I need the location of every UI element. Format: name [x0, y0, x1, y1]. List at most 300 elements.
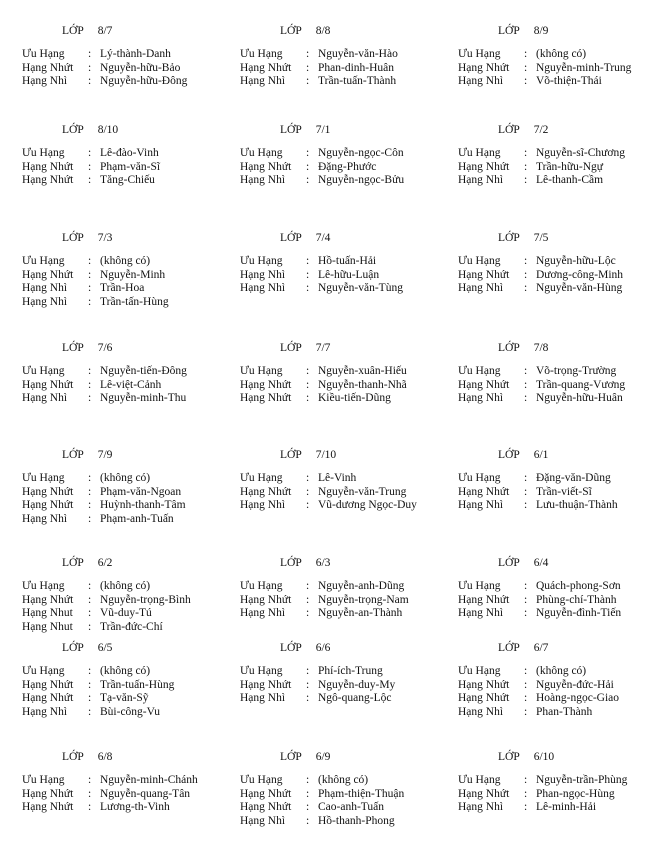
- separator-colon: :: [524, 607, 528, 620]
- award-row: [22, 392, 187, 406]
- class-number: 6/5: [97, 642, 113, 654]
- award-list: [458, 472, 618, 513]
- award-row: [240, 379, 407, 393]
- separator-colon: :: [306, 160, 310, 173]
- class-number: 7/1: [315, 124, 331, 136]
- award-row: [240, 594, 409, 608]
- award-row: [22, 365, 187, 379]
- student-name: Hồ-thanh-Phong: [318, 814, 395, 827]
- award-row: [458, 48, 631, 62]
- separator-colon: :: [88, 392, 92, 405]
- award-row: [458, 607, 621, 621]
- rank-label: Hạng Nhứt: [22, 378, 74, 391]
- award-list: [240, 48, 398, 89]
- separator-colon: :: [88, 787, 92, 800]
- student-name: Lương-th-Vinh: [100, 801, 170, 814]
- class-number: 6/1: [533, 449, 549, 461]
- rank-label: Hạng Nhì: [22, 512, 68, 525]
- student-name: Phí-ích-Trung: [318, 665, 383, 677]
- award-list: [458, 147, 625, 188]
- award-row: [240, 801, 404, 815]
- rank-label: Hạng Nhut: [22, 620, 73, 633]
- separator-colon: :: [306, 665, 310, 677]
- student-name: Nguyễn-hữu-Huân: [536, 392, 623, 405]
- class-title: [62, 232, 112, 244]
- class-number: 7/2: [533, 124, 549, 136]
- separator-colon: :: [524, 774, 528, 786]
- award-row: [22, 774, 198, 788]
- award-row: [22, 801, 198, 815]
- separator-colon: :: [306, 48, 310, 60]
- student-name: Nguyễn-minh-Chánh: [100, 774, 198, 786]
- class-title: [62, 25, 112, 37]
- rank-label: Hạng Nhứt: [458, 160, 510, 173]
- student-name: Nguyễn-minh-Thu: [100, 392, 187, 405]
- award-row: [458, 282, 623, 296]
- rank-label: Hạng Nhứt: [22, 678, 74, 691]
- rank-label: Ưu Hạng: [240, 774, 283, 786]
- rank-label: Ưu Hạng: [240, 255, 283, 267]
- class-title: [280, 449, 336, 461]
- class-title: [280, 751, 330, 763]
- student-name: Nguyễn-văn-Tùng: [318, 282, 403, 295]
- class-title-word: LỚP: [498, 449, 520, 461]
- student-name: (không có): [100, 472, 151, 484]
- separator-colon: :: [524, 255, 528, 267]
- separator-colon: :: [306, 692, 310, 705]
- award-list: [458, 365, 625, 406]
- class-title-word: LỚP: [62, 25, 84, 37]
- rank-label: Ưu Hạng: [458, 472, 501, 484]
- class-title-word: LỚP: [62, 751, 84, 763]
- student-name: Nguyễn-ngọc-Côn: [318, 147, 404, 159]
- separator-colon: :: [306, 61, 310, 74]
- class-number: 7/5: [533, 232, 549, 244]
- student-name: Lê-Vinh: [318, 472, 357, 484]
- award-row: [22, 580, 191, 594]
- rank-label: Hạng Nhì: [240, 282, 286, 295]
- separator-colon: :: [524, 705, 528, 718]
- student-name: Phạm-anh-Tuấn: [100, 512, 174, 525]
- award-row: [458, 580, 621, 594]
- separator-colon: :: [88, 378, 92, 391]
- class-title-word: LỚP: [498, 25, 520, 37]
- rank-label: Hạng Nhứt: [240, 160, 292, 173]
- rank-label: Hạng Nhì: [458, 607, 504, 620]
- award-list: [22, 580, 191, 634]
- class-title-word: LỚP: [498, 642, 520, 654]
- class-title-word: LỚP: [498, 124, 520, 136]
- class-title: [62, 557, 112, 569]
- separator-colon: :: [524, 678, 528, 691]
- award-row: [458, 365, 625, 379]
- rank-label: Ưu Hạng: [22, 255, 65, 267]
- student-name: Kiều-tiến-Dũng: [318, 392, 391, 405]
- separator-colon: :: [524, 268, 528, 281]
- award-list: [240, 774, 404, 828]
- award-row: [240, 665, 395, 679]
- award-row: [458, 472, 618, 486]
- award-row: [22, 269, 169, 283]
- separator-colon: :: [524, 160, 528, 173]
- student-name: Hoàng-ngọc-Giao: [536, 692, 620, 705]
- separator-colon: :: [524, 801, 528, 814]
- student-name: Nguyễn-đình-Tiến: [536, 607, 622, 620]
- award-row: [458, 161, 625, 175]
- award-row: [240, 788, 404, 802]
- student-name: (không có): [536, 665, 587, 677]
- award-row: [458, 774, 627, 788]
- rank-label: Ưu Hạng: [22, 147, 65, 159]
- award-row: [22, 296, 169, 310]
- separator-colon: :: [88, 255, 92, 267]
- rank-label: Ưu Hạng: [240, 665, 283, 677]
- separator-colon: :: [306, 365, 310, 377]
- rank-label: Hạng Nhứt: [458, 61, 510, 74]
- separator-colon: :: [88, 692, 92, 705]
- award-row: [22, 621, 191, 635]
- class-title-word: LỚP: [62, 449, 84, 461]
- award-row: [22, 679, 174, 693]
- award-row: [240, 48, 398, 62]
- class-title-word: LỚP: [62, 642, 84, 654]
- separator-colon: :: [306, 499, 310, 512]
- separator-colon: :: [306, 814, 310, 827]
- rank-label: Hạng Nhứt: [22, 801, 74, 814]
- separator-colon: :: [88, 61, 92, 74]
- class-title-word: LỚP: [280, 557, 302, 569]
- rank-label: Ưu Hạng: [22, 365, 65, 377]
- class-title-word: LỚP: [498, 751, 520, 763]
- award-row: [240, 161, 404, 175]
- separator-colon: :: [88, 48, 92, 60]
- separator-colon: :: [524, 61, 528, 74]
- award-list: [240, 255, 403, 296]
- class-number: 6/7: [533, 642, 549, 654]
- award-row: [22, 75, 187, 89]
- rank-label: Ưu Hạng: [240, 365, 283, 377]
- student-name: Phan-ngọc-Hùng: [536, 787, 615, 800]
- award-row: [22, 706, 174, 720]
- class-number: 6/8: [97, 751, 113, 763]
- award-list: [22, 255, 169, 309]
- separator-colon: :: [88, 485, 92, 498]
- award-row: [240, 486, 417, 500]
- separator-colon: :: [524, 593, 528, 606]
- rank-label: Hạng Nhì: [458, 801, 504, 814]
- student-name: Dương-công-Minh: [536, 268, 624, 281]
- separator-colon: :: [88, 620, 92, 633]
- rank-label: Hạng Nhứt: [22, 160, 74, 173]
- student-name: Võ-thiện-Thái: [536, 75, 602, 88]
- rank-label: Hạng Nhì: [240, 75, 286, 88]
- rank-label: Hạng Nhứt: [240, 392, 292, 405]
- class-title-word: LỚP: [498, 342, 520, 354]
- separator-colon: :: [306, 787, 310, 800]
- student-name: Hồ-tuấn-Hải: [318, 255, 377, 267]
- class-number: 7/8: [533, 342, 549, 354]
- award-row: [240, 282, 403, 296]
- student-name: Trần-Hoa: [100, 282, 145, 295]
- class-title-word: LỚP: [62, 232, 84, 244]
- student-name: Nguyễn-thanh-Nhã: [318, 378, 407, 391]
- class-title-word: LỚP: [62, 342, 84, 354]
- separator-colon: :: [88, 75, 92, 88]
- award-row: [22, 379, 187, 393]
- class-title: [280, 342, 330, 354]
- separator-colon: :: [306, 580, 310, 592]
- student-name: Tăng-Chiếu: [100, 174, 155, 187]
- class-title: [498, 751, 554, 763]
- award-row: [240, 815, 404, 829]
- student-name: Võ-trọng-Trường: [536, 365, 617, 377]
- class-title: [498, 557, 548, 569]
- student-name: Trần-tuấn-Hùng: [100, 678, 175, 691]
- student-name: Lê-hữu-Luận: [318, 268, 380, 281]
- student-name: Nguyễn-duy-My: [318, 678, 396, 691]
- class-title-word: LỚP: [280, 124, 302, 136]
- award-row: [22, 594, 191, 608]
- separator-colon: :: [306, 147, 310, 159]
- rank-label: Hạng Nhì: [22, 705, 68, 718]
- student-name: (không có): [536, 48, 587, 60]
- award-row: [458, 174, 625, 188]
- rank-label: Ưu Hạng: [240, 472, 283, 484]
- award-row: [458, 379, 625, 393]
- separator-colon: :: [88, 365, 92, 377]
- rank-label: Hạng Nhứt: [458, 378, 510, 391]
- student-name: Trần-tuấn-Thành: [318, 75, 397, 88]
- rank-label: Hạng Nhứt: [22, 61, 74, 74]
- rank-label: Ưu Hạng: [22, 48, 65, 60]
- award-row: [240, 255, 403, 269]
- student-name: Nguyễn-đức-Hải: [536, 678, 614, 691]
- class-title: [62, 124, 118, 136]
- separator-colon: :: [306, 607, 310, 620]
- class-title-word: LỚP: [498, 232, 520, 244]
- award-list: [22, 774, 198, 815]
- class-title-word: LỚP: [498, 557, 520, 569]
- class-number: 6/4: [533, 557, 549, 569]
- rank-label: Hạng Nhứt: [240, 593, 292, 606]
- student-name: Phan-Thành: [536, 705, 593, 718]
- separator-colon: :: [524, 174, 528, 187]
- rank-label: Hạng Nhứt: [240, 378, 292, 391]
- separator-colon: :: [306, 378, 310, 391]
- class-number: 8/10: [97, 124, 119, 136]
- class-title-word: LỚP: [280, 232, 302, 244]
- rank-label: Ưu Hạng: [458, 255, 501, 267]
- rank-label: Hạng Nhứt: [240, 485, 292, 498]
- class-number: 8/9: [533, 25, 549, 37]
- rank-label: Hạng Nhứt: [22, 174, 74, 187]
- award-list: [458, 580, 621, 621]
- award-row: [240, 580, 409, 594]
- class-number: 7/4: [315, 232, 331, 244]
- separator-colon: :: [524, 392, 528, 405]
- award-list: [240, 147, 404, 188]
- rank-label: Hạng Nhứt: [22, 499, 74, 512]
- class-number: 7/9: [97, 449, 113, 461]
- rank-label: Hạng Nhì: [22, 75, 68, 88]
- class-title: [280, 557, 330, 569]
- student-name: Trần-tấn-Hùng: [100, 295, 169, 308]
- student-name: Nguyễn-quang-Tân: [100, 787, 191, 800]
- rank-label: Hạng Nhì: [240, 174, 286, 187]
- rank-label: Hạng Nhì: [240, 692, 286, 705]
- award-row: [240, 499, 417, 513]
- separator-colon: :: [88, 801, 92, 814]
- student-name: Phan-dinh-Huân: [318, 61, 395, 74]
- award-row: [22, 255, 169, 269]
- award-list: [22, 665, 174, 719]
- award-list: [240, 665, 395, 706]
- student-name: Nguyễn-Minh: [100, 268, 166, 281]
- rank-label: Ưu Hạng: [240, 147, 283, 159]
- separator-colon: :: [524, 472, 528, 484]
- student-name: Vũ-dương Ngọc-Duy: [318, 499, 417, 512]
- separator-colon: :: [88, 580, 92, 592]
- rank-label: Hạng Nhì: [22, 392, 68, 405]
- rank-label: Ưu Hạng: [458, 774, 501, 786]
- student-name: Quách-phong-Sơn: [536, 580, 621, 592]
- award-list: [22, 147, 160, 188]
- student-name: Nguyễn-văn-Hùng: [536, 282, 623, 295]
- award-row: [22, 282, 169, 296]
- student-name: Nguyễn-an-Thành: [318, 607, 403, 620]
- award-row: [458, 706, 619, 720]
- award-list: [458, 665, 619, 719]
- award-row: [458, 486, 618, 500]
- award-row: [22, 161, 160, 175]
- student-name: Phạm-thiện-Thuận: [318, 787, 405, 800]
- class-title: [498, 232, 548, 244]
- student-name: (không có): [100, 255, 151, 267]
- student-name: Nguyễn-hữu-Lộc: [536, 255, 616, 267]
- student-name: Nguyễn-trần-Phùng: [536, 774, 628, 786]
- rank-label: Ưu Hạng: [240, 580, 283, 592]
- separator-colon: :: [306, 75, 310, 88]
- rank-label: Hạng Nhứt: [458, 678, 510, 691]
- student-name: Ngô-quang-Lộc: [318, 692, 392, 705]
- student-name: Bùi-công-Vu: [100, 705, 160, 718]
- student-name: (không có): [100, 580, 151, 592]
- award-row: [240, 75, 398, 89]
- student-name: Trần-quang-Vương: [536, 378, 626, 391]
- separator-colon: :: [524, 580, 528, 592]
- separator-colon: :: [88, 295, 92, 308]
- class-title: [280, 25, 330, 37]
- student-name: Nguyễn-văn-Hào: [318, 48, 398, 60]
- rank-label: Hạng Nhut: [22, 607, 73, 620]
- rank-label: Hạng Nhứt: [458, 268, 510, 281]
- student-name: Nguyễn-sĩ-Chương: [536, 147, 625, 159]
- class-title: [62, 642, 112, 654]
- rank-label: Ưu Hạng: [22, 774, 65, 786]
- class-title: [62, 342, 112, 354]
- student-name: Lý-thành-Danh: [100, 48, 171, 60]
- rank-label: Ưu Hạng: [22, 665, 65, 677]
- rank-label: Hạng Nhì: [22, 295, 68, 308]
- student-name: Nguyễn-ngọc-Bửu: [318, 174, 405, 187]
- award-row: [240, 774, 404, 788]
- award-list: [22, 48, 187, 89]
- separator-colon: :: [524, 282, 528, 295]
- separator-colon: :: [306, 774, 310, 786]
- class-number: 6/3: [315, 557, 331, 569]
- award-row: [458, 269, 623, 283]
- separator-colon: :: [306, 485, 310, 498]
- student-name: Trần-viết-Sĩ: [536, 485, 592, 498]
- separator-colon: :: [306, 174, 310, 187]
- separator-colon: :: [524, 485, 528, 498]
- class-title: [62, 449, 112, 461]
- class-title: [498, 449, 548, 461]
- award-row: [240, 62, 398, 76]
- separator-colon: :: [88, 472, 92, 484]
- student-name: Vũ-duy-Tú: [100, 607, 152, 620]
- class-number: 6/9: [315, 751, 331, 763]
- student-name: Nguyễn-tiến-Đông: [100, 365, 187, 377]
- student-name: (không có): [318, 774, 369, 786]
- rank-label: Hạng Nhứt: [22, 268, 74, 281]
- class-title: [62, 751, 112, 763]
- award-list: [240, 580, 409, 621]
- class-number: 7/7: [315, 342, 331, 354]
- separator-colon: :: [88, 268, 92, 281]
- separator-colon: :: [88, 160, 92, 173]
- rank-label: Hạng Nhì: [458, 499, 504, 512]
- rank-label: Ưu Hạng: [22, 580, 65, 592]
- class-number: 8/8: [315, 25, 331, 37]
- rank-label: Hạng Nhứt: [22, 787, 74, 800]
- student-name: Nguyễn-hữu-Bảo: [100, 61, 181, 74]
- award-row: [458, 788, 627, 802]
- award-row: [458, 665, 619, 679]
- student-name: Tạ-văn-Sỹ: [100, 692, 149, 705]
- separator-colon: :: [524, 499, 528, 512]
- award-row: [458, 801, 627, 815]
- award-row: [22, 147, 160, 161]
- student-name: Phạm-văn-Sĩ: [100, 160, 161, 173]
- award-row: [22, 62, 187, 76]
- student-name: Nguyễn-trọng-Nam: [318, 593, 409, 606]
- award-row: [458, 679, 619, 693]
- rank-label: Hạng Nhì: [458, 174, 504, 187]
- award-row: [240, 147, 404, 161]
- student-name: (không có): [100, 665, 151, 677]
- separator-colon: :: [88, 174, 92, 187]
- award-row: [240, 392, 407, 406]
- student-name: Nguyễn-trọng-Bình: [100, 593, 191, 606]
- rank-label: Hạng Nhứt: [240, 61, 292, 74]
- student-name: Lê-minh-Hải: [536, 801, 597, 814]
- award-row: [240, 692, 395, 706]
- class-title-word: LỚP: [280, 342, 302, 354]
- award-row: [240, 174, 404, 188]
- award-row: [22, 48, 187, 62]
- separator-colon: :: [524, 787, 528, 800]
- award-row: [240, 365, 407, 379]
- award-row: [240, 472, 417, 486]
- class-title-word: LỚP: [280, 449, 302, 461]
- rank-label: Hạng Nhứt: [22, 692, 74, 705]
- award-row: [458, 255, 623, 269]
- class-number: 6/6: [315, 642, 331, 654]
- award-row: [458, 499, 618, 513]
- class-title: [498, 25, 548, 37]
- rank-label: Hạng Nhứt: [240, 801, 292, 814]
